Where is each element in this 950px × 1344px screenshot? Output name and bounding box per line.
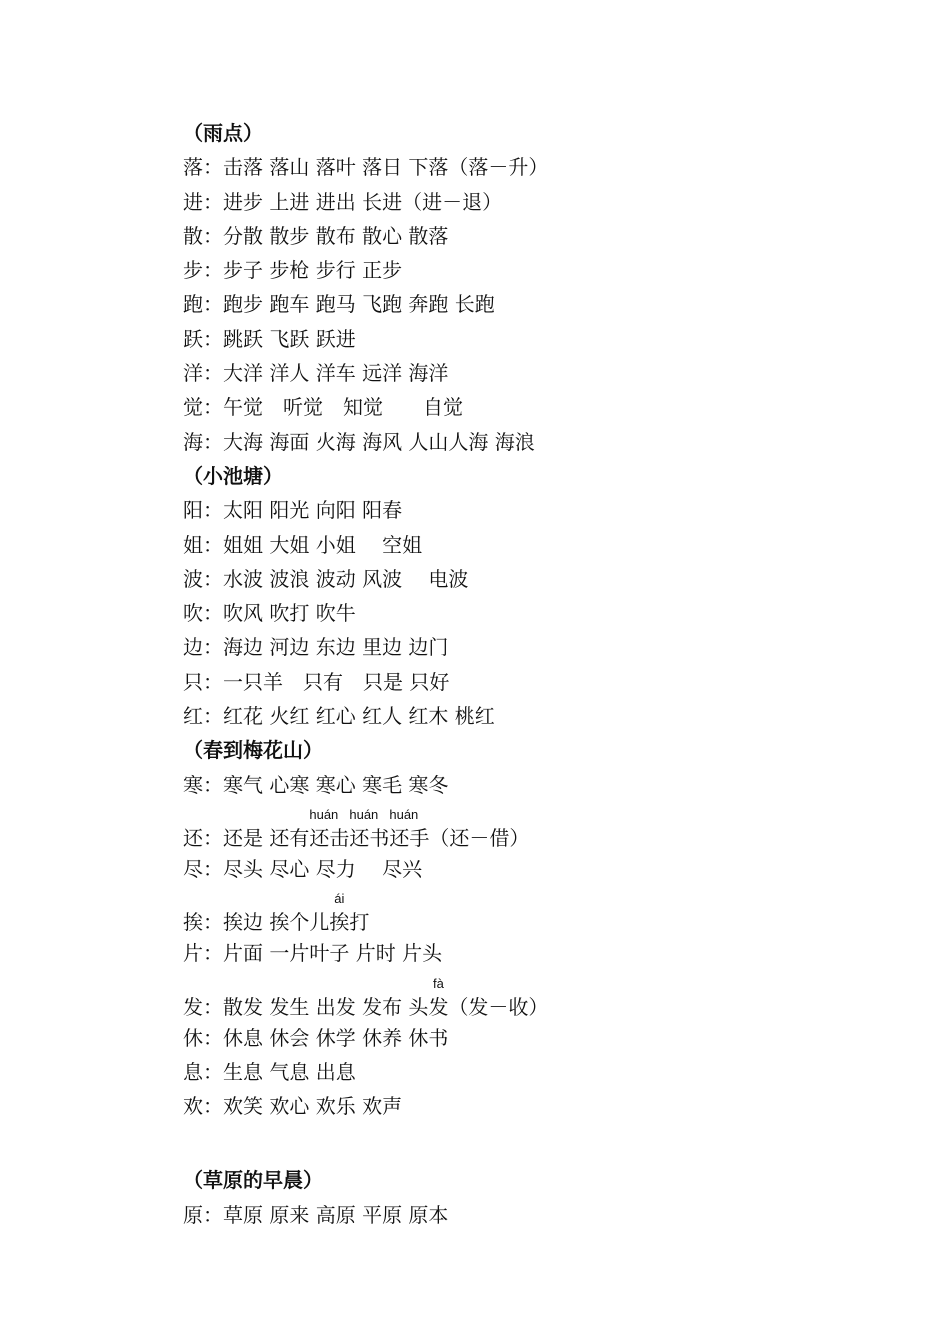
annotated-character xyxy=(309,806,339,850)
pinyin-annotation: ái xyxy=(334,891,345,907)
segment-text: 打 xyxy=(349,910,370,935)
vocab-entry: 吹：吹风 吹打 吹牛 xyxy=(183,601,356,626)
vocab-entry: 步：步子 步枪 步行 正步 xyxy=(183,258,403,283)
entry-text xyxy=(448,994,549,1019)
entry-text xyxy=(329,825,350,850)
entry-text xyxy=(183,910,330,935)
vocab-entry: 海：大海 海面 火海 海风 人山人海 海浪 xyxy=(183,429,535,454)
segment-text: 挨：挨边 挨个儿 xyxy=(183,910,330,935)
entry-text xyxy=(409,825,530,850)
pinyin-annotation: huán xyxy=(309,806,339,822)
vocab-entry: 欢：欢笑 欢心 欢乐 欢声 xyxy=(183,1094,403,1119)
pinyin-annotation: fà xyxy=(433,975,444,991)
vocab-entry: 散：分散 散步 散布 散心 散落 xyxy=(183,223,449,248)
vocab-entry: 只：一只羊 只有 只是 只好 xyxy=(183,669,450,694)
vocab-entry: 阳：太阳 阳光 向阳 阳春 xyxy=(183,498,403,523)
vocab-entry xyxy=(183,971,903,1021)
segment-text: 发：散发 发生 出发 发布 头 xyxy=(183,994,429,1019)
blank-line xyxy=(183,1123,903,1163)
section-heading: （春到梅花山） xyxy=(183,738,323,763)
pinyin-annotation: huán xyxy=(349,806,379,822)
segment-text: 还 xyxy=(349,825,370,850)
segment-text: 还：还是 还有 xyxy=(183,825,310,850)
segment-text: 手（还－借） xyxy=(409,825,530,850)
vocab-entry: 寒：寒气 心寒 寒心 寒毛 寒冬 xyxy=(183,772,449,797)
vocab-entry: 进：进步 上进 进出 长进（进－退） xyxy=(183,189,503,214)
segment-text: 还 xyxy=(309,825,330,850)
vocab-entry: 跃：跳跃 飞跃 跃进 xyxy=(183,326,356,351)
vocab-entry: 洋：大洋 洋人 洋车 远洋 海洋 xyxy=(183,361,449,386)
vocab-entry xyxy=(183,802,903,852)
segment-text: 发 xyxy=(428,994,449,1019)
section-heading: （小池塘） xyxy=(183,463,283,488)
entry-text xyxy=(183,994,429,1019)
vocab-entry: 尽：尽头 尽心 尽力 尽兴 xyxy=(183,856,423,881)
vocab-entry: 原：草原 原来 高原 平原 原本 xyxy=(183,1202,449,1227)
segment-text: 挨 xyxy=(329,910,350,935)
segment-text: 书 xyxy=(369,825,390,850)
vocab-entry: 觉：午觉 听觉 知觉 自觉 xyxy=(183,395,463,420)
entry-text xyxy=(349,910,370,935)
segment-text: （发－收） xyxy=(448,994,549,1019)
entry-text xyxy=(183,825,310,850)
document-body xyxy=(183,116,903,1232)
section-heading: （雨点） xyxy=(183,121,263,145)
annotated-character xyxy=(329,891,350,935)
pinyin-annotation: huán xyxy=(389,806,419,822)
vocab-entry: 边：海边 河边 东边 里边 边门 xyxy=(183,635,449,660)
section-heading: （草原的早晨） xyxy=(183,1168,323,1193)
vocab-entry: 波：水波 波浪 波动 风波 电波 xyxy=(183,566,469,591)
vocab-entry: 落：击落 落山 落叶 落日 下落（落－升） xyxy=(183,155,549,180)
segment-text: 击 xyxy=(329,825,350,850)
vocab-entry: 休：休息 休会 休学 休养 休书 xyxy=(183,1025,449,1050)
vocab-entry: 息：生息 气息 出息 xyxy=(183,1059,356,1084)
vocab-entry xyxy=(183,886,903,936)
vocab-entry: 跑：跑步 跑车 跑马 飞跑 奔跑 长跑 xyxy=(183,292,495,317)
entry-text xyxy=(369,825,390,850)
annotated-character xyxy=(349,806,379,850)
vocab-entry: 红：红花 火红 红心 红人 红木 桃红 xyxy=(183,704,495,729)
vocab-entry: 片：片面 一片叶子 片时 片头 xyxy=(183,941,443,966)
annotated-character xyxy=(389,806,419,850)
annotated-character xyxy=(428,975,449,1019)
vocab-entry: 姐：姐姐 大姐 小姐 空姐 xyxy=(183,532,423,557)
segment-text: 还 xyxy=(389,825,410,850)
